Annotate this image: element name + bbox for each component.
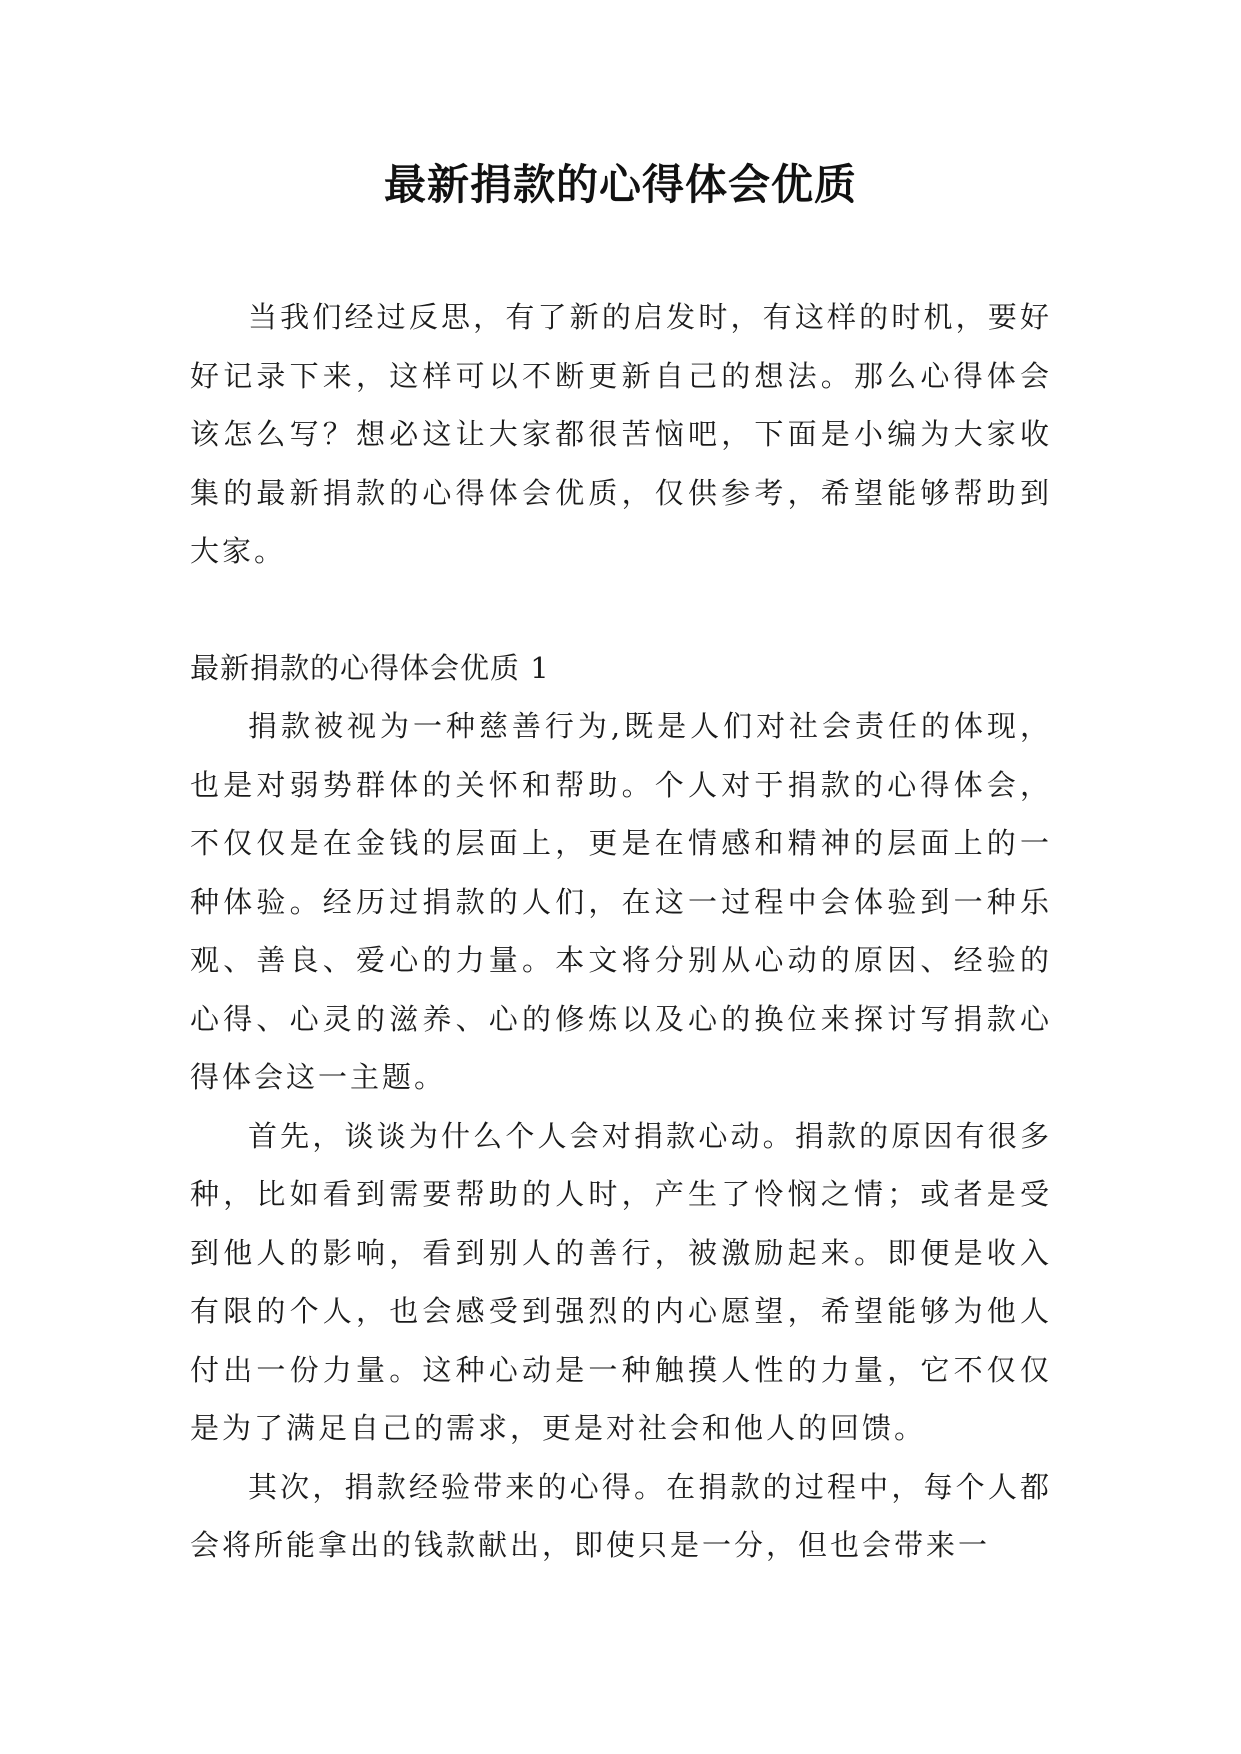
body-paragraph: 其次，捐款经验带来的心得。在捐款的过程中，每个人都会将所能拿出的钱款献出，即使只是一分，但也会带来一 (190, 1469, 1052, 1562)
section-heading: 最新捐款的心得体会优质 1 (190, 650, 550, 685)
document-body (190, 288, 1052, 1575)
body-paragraph: 首先，谈谈为什么个人会对捐款心动。捐款的原因有很多种，比如看到需要帮助的人时，产生了怜悯之情；或者是受到他人的影响，看到别人的善行，被激励起来。即便是收入有限的个人，也会感受到强烈的内心愿望，希望能够为他人付出一份力量。这种心动是一种触摸人性的力量，它不仅仅是为了满足自己的需求，更是对社会和他人的回馈。 (190, 1118, 1052, 1445)
document-title: 最新捐款的心得体会优质 (383, 160, 857, 209)
body-paragraph: 捐款被视为一种慈善行为,既是人们对社会责任的体现，也是对弱势群体的关怀和帮助。个人对于捐款的心得体会，不仅仅是在金钱的层面上，更是在情感和精神的层面上的一种体验。经历过捐款的人们，在这一过程中会体验到一种乐观、善良、爱心的力量。本文将分别从心动的原因、经验的心得、心灵的滋养、心的修炼以及心的换位来探讨写捐款心得体会这一主题。 (190, 709, 1052, 1094)
intro-paragraph: 当我们经过反思，有了新的启发时，有这样的时机，要好好记录下来，这样可以不断更新自己的想法。那么心得体会该怎么写？想必这让大家都很苦恼吧，下面是小编为大家收集的最新捐款的心得体会优质，仅供参考，希望能够帮助到大家。 (190, 300, 1052, 568)
